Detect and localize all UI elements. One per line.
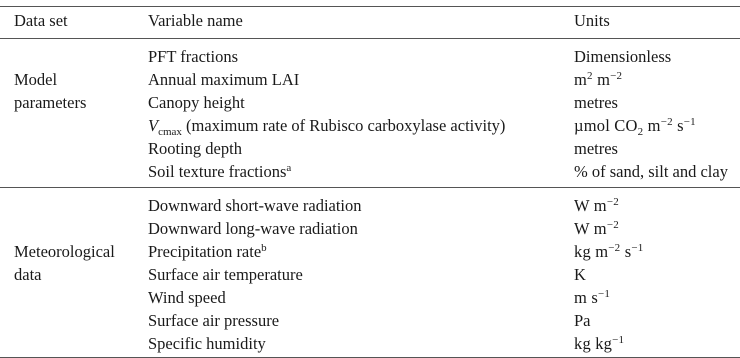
variable-pft-fractions: PFT fractions (148, 47, 238, 66)
group-divider-rule (0, 187, 740, 188)
variable-soil-texture: Soil texture fractions$^a$ (148, 162, 292, 181)
units-pft-fractions: Dimensionless (574, 47, 672, 66)
variable-precipitation: Precipitation rate$^b$ (148, 242, 267, 261)
group-label-parameters: parameters (14, 93, 87, 112)
units-air-temperature: K (574, 265, 586, 284)
units-canopy-height: metres (574, 93, 618, 112)
variable-shortwave: Downward short-wave radiation (148, 196, 362, 215)
header-rule (0, 38, 740, 39)
units-soil-texture: % of sand, silt and clay (574, 162, 728, 181)
units-wind-speed: m $s^{-1}$ (574, 288, 611, 307)
variable-rooting-depth: Rooting depth (148, 139, 242, 158)
units-shortwave: W $m^{-2}$ (574, 196, 619, 215)
units-rooting-depth: metres (574, 139, 618, 158)
header-units: Units (574, 11, 610, 30)
units-annual-max-lai: $m^2$ $m^{-2}$ (574, 70, 623, 89)
top-rule (0, 6, 740, 7)
units-vcmax: µmol $CO_2$ $m^{-2}$ $s^{-1}$ (574, 116, 696, 138)
variable-annual-max-lai: Annual maximum LAI (148, 70, 300, 89)
header-dataset: Data set (14, 11, 68, 30)
variable-canopy-height: Canopy height (148, 93, 245, 112)
units-longwave: W $m^{-2}$ (574, 219, 619, 238)
units-specific-humidity: kg $kg^{-1}$ (574, 334, 625, 353)
group-label-meteorological: Meteorological (14, 242, 115, 261)
variable-vcmax: $V_{cmax}$ (maximum rate of Rubisco carboxylase activity) (148, 116, 506, 138)
header-variable: Variable name (148, 11, 243, 30)
units-precipitation: kg $m^{-2}$ $s^{-1}$ (574, 242, 644, 261)
variable-wind-speed: Wind speed (148, 288, 226, 307)
variable-air-pressure: Surface air pressure (148, 311, 280, 330)
variable-specific-humidity: Specific humidity (148, 334, 266, 353)
group-label-data: data (14, 265, 42, 284)
group-label-model: Model (14, 70, 58, 89)
variable-air-temperature: Surface air temperature (148, 265, 303, 284)
variable-longwave: Downward long-wave radiation (148, 219, 358, 238)
units-air-pressure: Pa (574, 311, 591, 330)
